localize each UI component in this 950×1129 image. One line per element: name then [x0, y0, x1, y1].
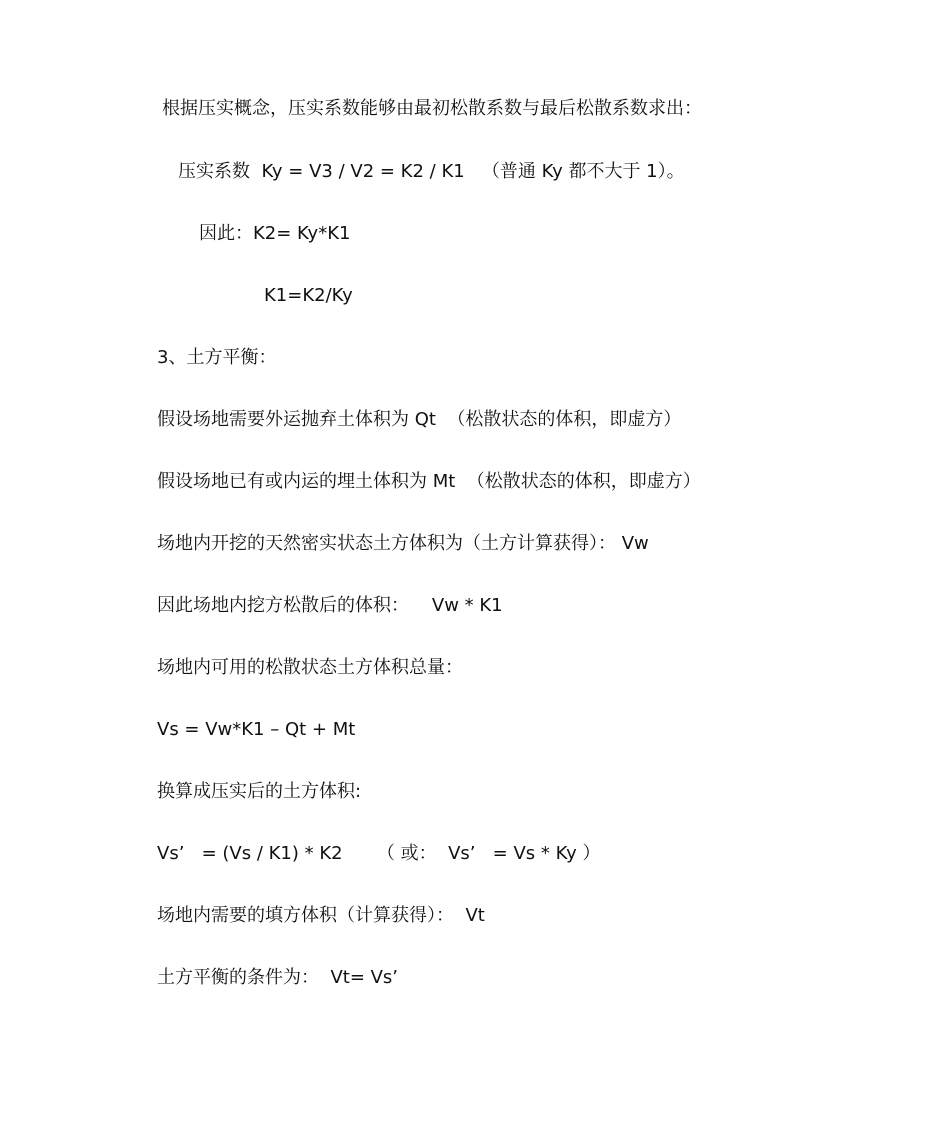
text-line-vw-definition: 场地内开挖的天然密实状态土方体积为（土方计算获得）： Vw	[157, 533, 649, 554]
text-line-vs-prime-formula: Vs’ = (Vs / K1) * K2 （ 或： Vs’ = Vs * Ky ）	[157, 843, 601, 864]
section-heading-earth-balance: 3、土方平衡：	[157, 347, 277, 368]
text-line-compaction-formula: 压实系数 Ky = V3 / V2 = K2 / K1 （普通 Ky 都不大于 1）。	[178, 161, 685, 182]
text-line-vs-formula: Vs = Vw*K1 – Qt + Mt	[157, 719, 356, 740]
text-line-available-volume: 场地内可用的松散状态土方体积总量：	[157, 657, 463, 678]
text-line-mt-definition: 假设场地已有或内运的埋土体积为 Mt （松散状态的体积，即虚方）	[157, 471, 701, 492]
text-line-loose-volume: 因此场地内挖方松散后的体积： Vw * K1	[157, 595, 503, 616]
text-line-k2-formula: 因此：K2= Ky*K1	[199, 223, 351, 244]
text-line-qt-definition: 假设场地需要外运抛弃土体积为 Qt （松散状态的体积，即虚方）	[157, 409, 682, 430]
text-line-k1-formula: K1=K2/Ky	[264, 285, 353, 306]
text-line-vt-definition: 场地内需要的填方体积（计算获得）： Vt	[157, 905, 485, 926]
text-line-balance-condition: 土方平衡的条件为： Vt= Vs’	[157, 967, 399, 988]
text-line-compacted-volume: 换算成压实后的土方体积:	[157, 781, 362, 802]
text-line-compaction-concept: 根据压实概念，压实系数能够由最初松散系数与最后松散系数求出：	[162, 98, 702, 119]
